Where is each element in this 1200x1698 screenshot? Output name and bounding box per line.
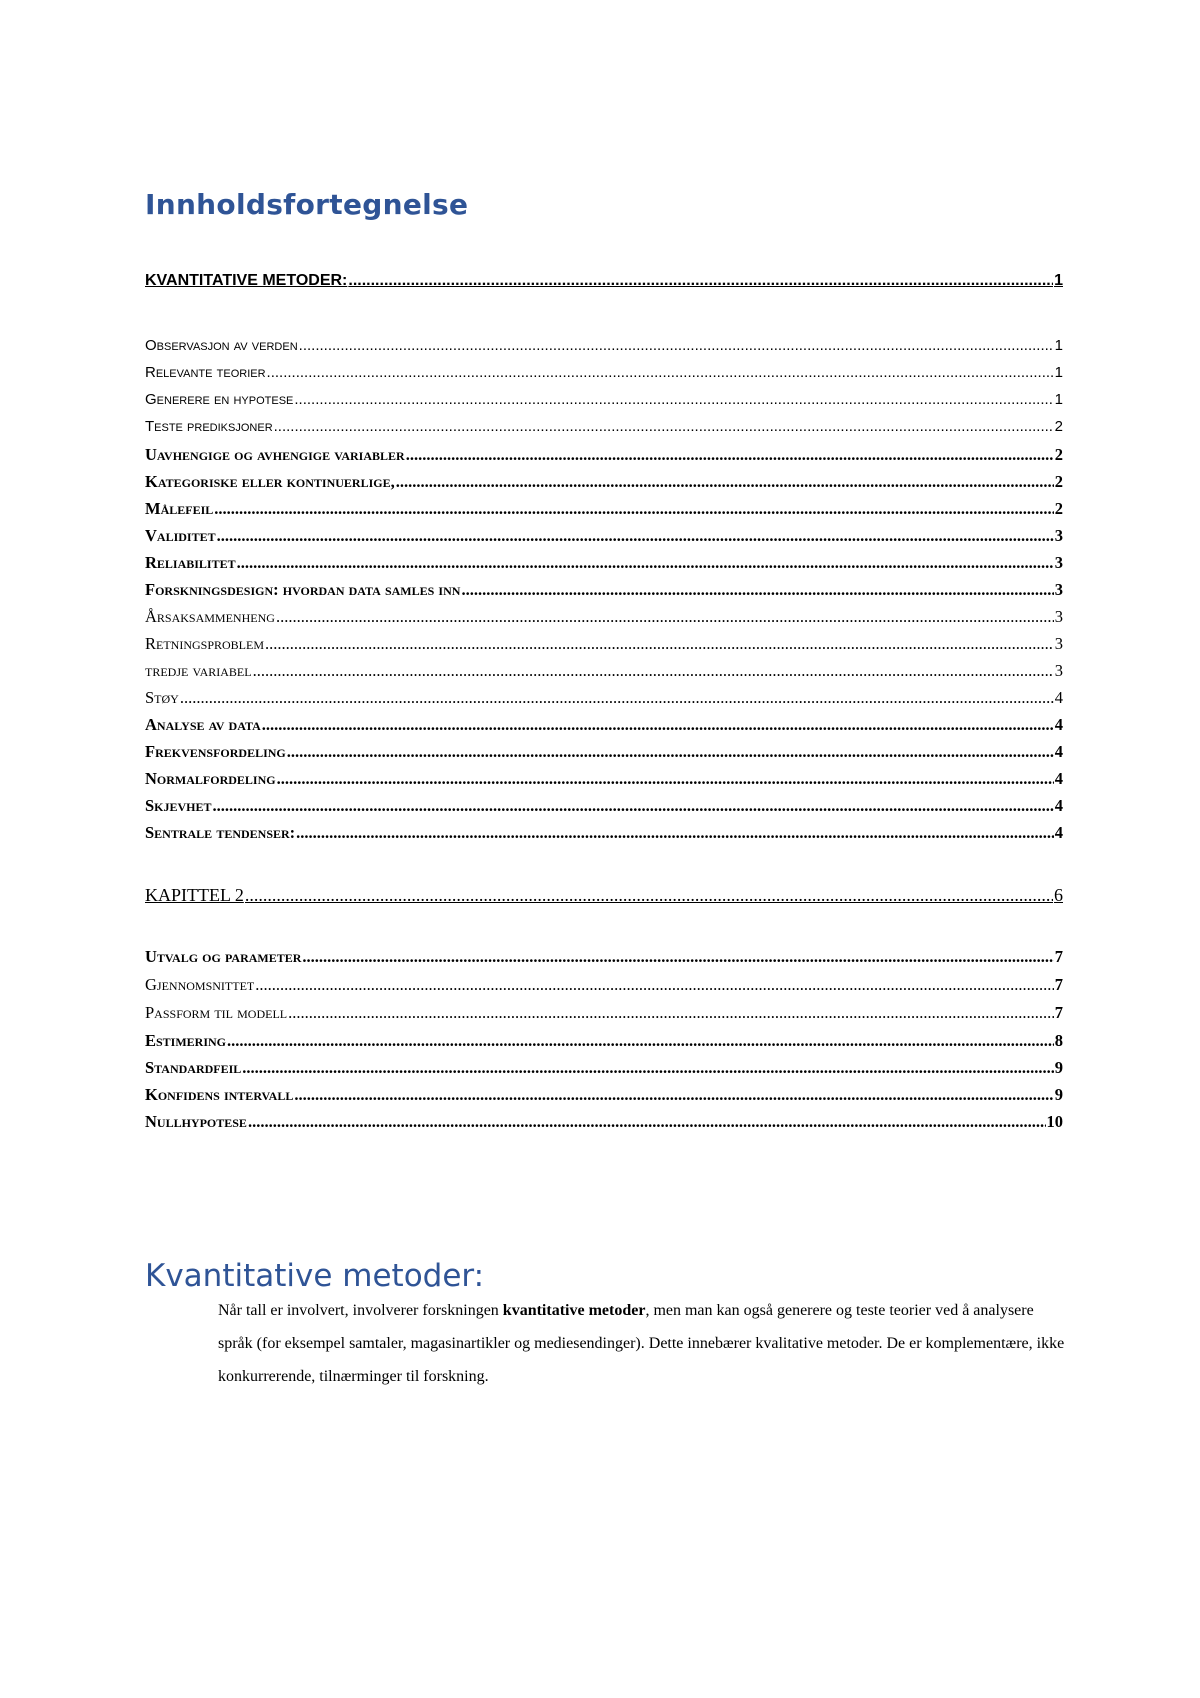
toc-page-number: 4 — [1054, 688, 1063, 707]
toc-page-number: 4 — [1054, 742, 1063, 761]
toc-entry[interactable] — [145, 1112, 1063, 1136]
toc-entry[interactable] — [145, 715, 1063, 739]
toc-entry-label: Validitet — [145, 526, 216, 545]
toc-page-number: 4 — [1054, 823, 1063, 842]
toc-page-number: 10 — [1046, 1112, 1063, 1131]
toc-entry[interactable] — [145, 661, 1063, 685]
toc-entry[interactable] — [145, 337, 1063, 361]
toc-page-number: 4 — [1054, 796, 1063, 815]
toc-leader — [302, 947, 1053, 967]
toc-entry-label: Normalfordeling — [145, 769, 276, 788]
toc-leader — [267, 364, 1054, 381]
toc-entry-label: Reliabilitet — [145, 553, 236, 572]
toc-page-number: 9 — [1054, 1058, 1063, 1077]
toc-entry[interactable] — [145, 1031, 1063, 1055]
toc-page-number: 7 — [1054, 975, 1063, 994]
toc-entry-label: Uavhengige og avhengige variabler — [145, 445, 405, 464]
toc-page-number: 8 — [1054, 1031, 1063, 1050]
toc-leader — [296, 823, 1054, 843]
toc-entry-label: Skjevhet — [145, 796, 212, 815]
toc-page-number: 1 — [1054, 272, 1063, 289]
toc-entry[interactable] — [145, 272, 1063, 296]
toc-leader — [396, 472, 1054, 492]
toc-leader — [180, 688, 1054, 708]
toc-leader — [213, 796, 1054, 816]
toc-leader — [217, 526, 1054, 546]
toc-entry-label: Konfidens intervall — [145, 1085, 294, 1104]
toc-leader — [262, 715, 1054, 735]
toc-leader — [242, 1058, 1053, 1078]
paragraph-bold-term: kvantitative metoder — [502, 1302, 646, 1319]
toc-page-number: 2 — [1054, 499, 1063, 518]
toc-entry[interactable] — [145, 418, 1063, 442]
toc-page-number: 2 — [1054, 418, 1063, 435]
toc-entry-label: tredje variabel — [145, 661, 252, 680]
toc-entry[interactable] — [145, 634, 1063, 658]
toc-entry[interactable] — [145, 823, 1063, 847]
toc-leader — [294, 1085, 1053, 1105]
toc-page-number: 7 — [1054, 947, 1063, 966]
toc-page-number: 1 — [1054, 364, 1063, 381]
toc-page-number: 3 — [1054, 661, 1063, 680]
toc-entry[interactable] — [145, 391, 1063, 415]
toc-leader — [214, 499, 1053, 519]
toc-entry-label: Forskningsdesign: hvordan data samles inn — [145, 580, 461, 599]
toc-page-number: 2 — [1054, 445, 1063, 464]
toc-leader — [287, 742, 1054, 762]
toc-entry[interactable] — [145, 1085, 1063, 1109]
toc-entry[interactable] — [145, 796, 1063, 820]
paragraph-text: , men man kan også generere og teste teorier ved å analysere språk (for eksempel samtaler, magasinartikler og mediesendinger). Dette innebærer kvalitative metoder. De er komplementære, ikke konkurrerende, tilnærminger til forskning. — [218, 1302, 1065, 1385]
toc-page-number: 3 — [1054, 580, 1063, 599]
toc-entry-label: Målefeil — [145, 499, 214, 518]
toc-leader — [237, 553, 1054, 573]
toc-page-number: 4 — [1054, 715, 1063, 734]
paragraph-text: Når tall er involvert, involverer forskningen — [218, 1302, 503, 1319]
toc-entry-label: Årsaksammenheng — [145, 607, 275, 626]
toc-entry-label: Kategoriske eller kontinuerlige, — [145, 472, 395, 491]
toc-entry-label: Sentrale tendenser: — [145, 823, 296, 842]
toc-leader — [245, 885, 1053, 906]
toc-entry-label: Estimering — [145, 1031, 227, 1050]
toc-entry[interactable] — [145, 499, 1063, 523]
toc-entry-label: Frekvensfordeling — [145, 742, 286, 761]
toc-entry[interactable] — [145, 364, 1063, 388]
toc-entry-label: KAPITTEL 2 — [145, 885, 244, 905]
toc-entry[interactable] — [145, 472, 1063, 496]
toc-page-number: 3 — [1054, 607, 1063, 626]
toc-leader — [348, 272, 1053, 290]
toc-entry[interactable] — [145, 607, 1063, 631]
toc-entry[interactable] — [145, 1058, 1063, 1082]
toc-page-number: 1 — [1054, 391, 1063, 408]
toc-entry-label: Analyse av data — [145, 715, 261, 734]
toc-leader — [253, 661, 1054, 681]
toc-entry-label: Nullhypotese — [145, 1112, 247, 1131]
toc-page-number: 9 — [1054, 1085, 1063, 1104]
toc-page-number: 3 — [1054, 634, 1063, 653]
toc-entry-label: Utvalg og parameter — [145, 947, 302, 966]
toc-leader — [461, 580, 1053, 600]
toc-entry[interactable] — [145, 1003, 1063, 1027]
toc-entry-label: Gjennomsnittet — [145, 975, 255, 994]
toc-page-number: 3 — [1054, 553, 1063, 572]
toc-entry[interactable] — [145, 769, 1063, 793]
toc-entry[interactable] — [145, 975, 1063, 999]
toc-entry-label: Passform til modell — [145, 1003, 288, 1022]
toc-entry[interactable] — [145, 742, 1063, 766]
toc-page-number: 7 — [1054, 1003, 1063, 1022]
toc-entry-label: KVANTITATIVE METODER: — [145, 272, 348, 289]
toc-leader — [255, 975, 1054, 995]
toc-entry[interactable] — [145, 885, 1063, 909]
toc-entry[interactable] — [145, 688, 1063, 712]
toc-leader — [265, 634, 1054, 654]
toc-page-number: 2 — [1054, 472, 1063, 491]
toc-entry-label: Teste prediksjoner — [145, 418, 273, 435]
toc-entry-label: Støy — [145, 688, 179, 707]
body-paragraph — [218, 1294, 1068, 1393]
toc-leader — [248, 1112, 1046, 1132]
toc-entry-label: Observasjon av verden — [145, 337, 298, 354]
toc-page-number: 3 — [1054, 526, 1063, 545]
toc-leader — [276, 607, 1054, 627]
toc-entry[interactable] — [145, 526, 1063, 550]
toc-leader — [277, 769, 1054, 789]
toc-entry-label: Generere en hypotese — [145, 391, 294, 408]
toc-entry[interactable] — [145, 553, 1063, 577]
toc-leader — [406, 445, 1054, 465]
toc-entry[interactable] — [145, 947, 1063, 971]
toc-leader — [299, 337, 1054, 354]
toc-page-number: 1 — [1054, 337, 1063, 354]
toc-leader — [227, 1031, 1054, 1051]
toc-entry-label: Retningsproblem — [145, 634, 265, 653]
toc-page-number: 6 — [1054, 885, 1063, 905]
toc-page-number: 4 — [1054, 769, 1063, 788]
toc-title: Innholdsfortegnelse — [145, 188, 469, 221]
section-heading: Kvantitative metoder: — [145, 1258, 485, 1294]
toc-leader — [288, 1003, 1054, 1023]
toc-entry-label: Relevante teorier — [145, 364, 266, 381]
toc-leader — [274, 418, 1054, 435]
toc-entry[interactable] — [145, 445, 1063, 469]
toc-leader — [294, 391, 1053, 408]
toc-entry-label: Standardfeil — [145, 1058, 242, 1077]
toc-entry[interactable] — [145, 580, 1063, 604]
